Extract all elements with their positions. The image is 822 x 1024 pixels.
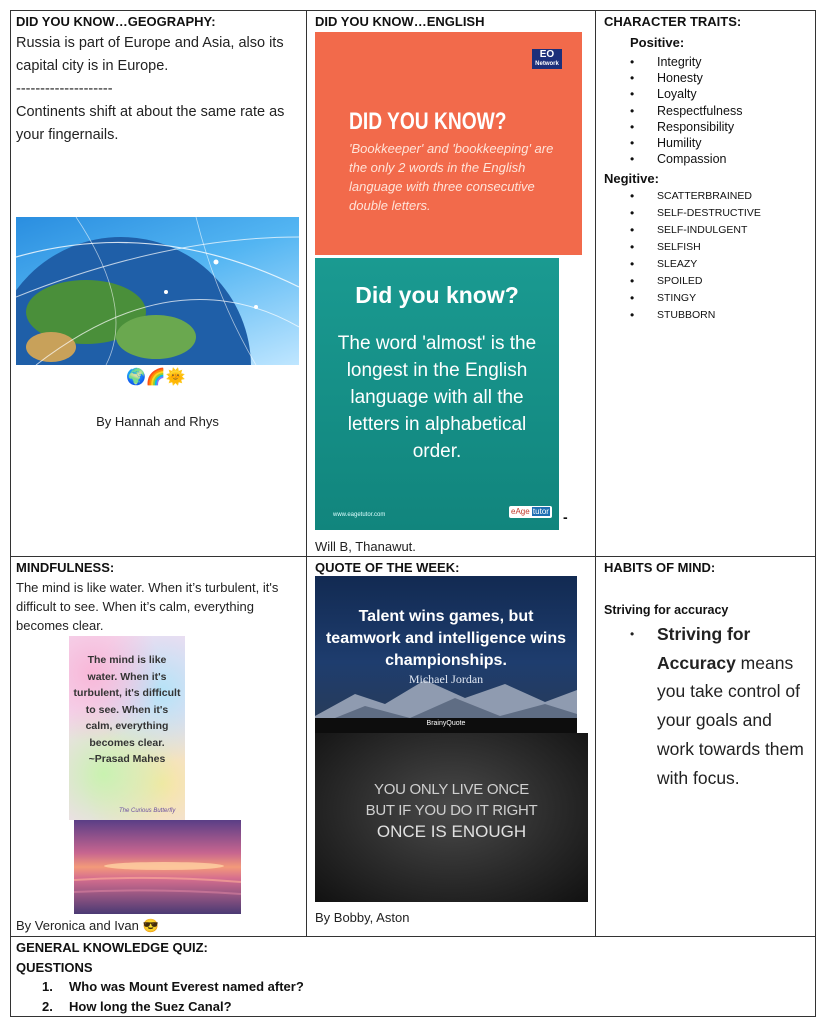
negative-trait: • SCATTERBRAINED: [630, 188, 761, 205]
mindfulness-quote-image: [69, 636, 185, 820]
quiz-question: Who was Mount Everest named after?: [69, 979, 304, 994]
card2-text: The word 'almost' is the longest in the English language with all the letters in alphabetical order.: [337, 333, 537, 462]
geography-heading: DID YOU KNOW…GEOGRAPHY:: [16, 14, 216, 29]
quote-image-jordan: [315, 576, 577, 733]
habits-text: [630, 620, 810, 792]
card2-title: Did you know?: [355, 282, 519, 308]
positive-label: Positive:: [630, 35, 685, 50]
negative-trait: • STUBBORN: [630, 307, 761, 324]
traits-cell: [596, 11, 815, 556]
positive-trait: • Loyalty: [630, 86, 742, 102]
eage-logo-tutor: tutor: [532, 507, 549, 516]
negative-trait: • SPOILED: [630, 273, 761, 290]
habits-bold: Striving for Accuracy: [657, 624, 751, 673]
geography-divider: --------------------: [16, 81, 113, 97]
eo-network-badge: [532, 49, 562, 69]
card1-title: DID YOU KNOW?: [349, 108, 507, 135]
mindfulness-image-credit: The Curious Butterfly: [119, 808, 176, 814]
sunset-image: [74, 820, 241, 914]
geography-fact-2: Continents shift at about the same rate as your fingernails.: [16, 104, 285, 143]
quote1-text: Talent wins games, but teamwork and intelligence wins championships.: [325, 608, 567, 669]
quiz-question: How long the Suez Canal?: [69, 999, 232, 1014]
positive-trait: • Respectfulness: [630, 103, 742, 119]
quote-cell: [307, 557, 595, 936]
negative-trait: • SELF-INDULGENT: [630, 222, 761, 239]
positive-trait: • Honesty: [630, 70, 742, 86]
geography-fact-1: Russia is part of Europe and Asia, also its capital city is in Europe.: [16, 35, 284, 74]
geography-byline: By Hannah and Rhys: [96, 414, 219, 429]
globe-image: [16, 217, 299, 365]
negative-label: Negitive:: [604, 171, 659, 186]
quote-image-yolo: [315, 733, 588, 902]
positive-trait: • Integrity: [630, 54, 742, 70]
english-dash: -: [563, 509, 568, 525]
eo-badge-sub: Network: [535, 61, 559, 67]
quiz-cell: [11, 937, 815, 1016]
quote2-line-2: BUT IF YOU DO IT RIGHT: [365, 802, 538, 819]
brainyquote-brand: BrainyQuote: [426, 720, 466, 727]
grid-line-bottom: [10, 1016, 816, 1017]
habits-rest: means you take control of your goals and work towards them with focus.: [657, 652, 804, 788]
english-heading: DID YOU KNOW…ENGLISH: [315, 14, 485, 29]
mindfulness-byline: By Veronica and Ivan 😎: [16, 918, 159, 933]
habits-heading: HABITS OF MIND:: [604, 560, 716, 575]
english-card-teal: [315, 258, 559, 530]
traits-heading: CHARACTER TRAITS:: [604, 14, 742, 29]
card2-site: www.eagetutor.com: [333, 512, 386, 518]
negative-list: [630, 188, 761, 324]
negative-trait: • SLEAZY: [630, 256, 761, 273]
negative-trait: • SELF-DESTRUCTIVE: [630, 205, 761, 222]
negative-trait: • STINGY: [630, 290, 761, 307]
english-card-orange: [315, 32, 582, 255]
positive-list: [630, 54, 742, 167]
mindfulness-text: The mind is like water. When it’s turbulent, it's difficult to see. When it’s calm, everything becomes clear.: [16, 580, 279, 633]
geography-cell: [11, 11, 306, 556]
quiz-question-number: 1.: [42, 979, 53, 994]
eage-logo-text: eAge: [511, 507, 530, 516]
grid-line-right: [815, 10, 816, 1016]
geography-emojis: 🌍🌈🌞: [126, 369, 186, 386]
mindfulness-cell: [11, 557, 306, 936]
habits-bullet-dot: •: [630, 627, 635, 641]
positive-trait: • Humility: [630, 135, 742, 151]
eage-logo: [509, 506, 552, 518]
eo-badge-text: EO: [539, 49, 555, 60]
habits-bullet: [630, 620, 810, 792]
negative-trait: • SELFISH: [630, 239, 761, 256]
card1-text: 'Bookkeeper' and 'bookkeeping' are the only 2 words in the English language with three consecutive double letters.: [349, 141, 554, 213]
quote2-line-1: YOU ONLY LIVE ONCE: [374, 781, 529, 798]
habits-subheading: Striving for accuracy: [604, 603, 729, 617]
quote1-author: Michael Jordan: [408, 672, 484, 686]
positive-trait: • Responsibility: [630, 119, 742, 135]
quote-heading: QUOTE OF THE WEEK:: [315, 560, 460, 575]
mindfulness-image-text: The mind is like water. When it's turbulent, it's difficult to see. When it's calm, everything becomes clear. ~Prasad Mahes: [73, 654, 181, 765]
quiz-heading: GENERAL KNOWLEDGE QUIZ:: [16, 940, 208, 955]
quiz-question-number: 2.: [42, 999, 53, 1014]
quote-byline: By Bobby, Aston: [315, 910, 410, 925]
english-cell: [307, 11, 595, 556]
habits-cell: [596, 557, 815, 936]
quiz-subheading: QUESTIONS: [16, 960, 93, 975]
mindfulness-heading: MINDFULNESS:: [16, 560, 115, 575]
positive-trait: • Compassion: [630, 151, 742, 167]
quote2-line-3: ONCE IS ENOUGH: [376, 822, 527, 841]
english-byline: Will B, Thanawut.: [315, 539, 416, 554]
